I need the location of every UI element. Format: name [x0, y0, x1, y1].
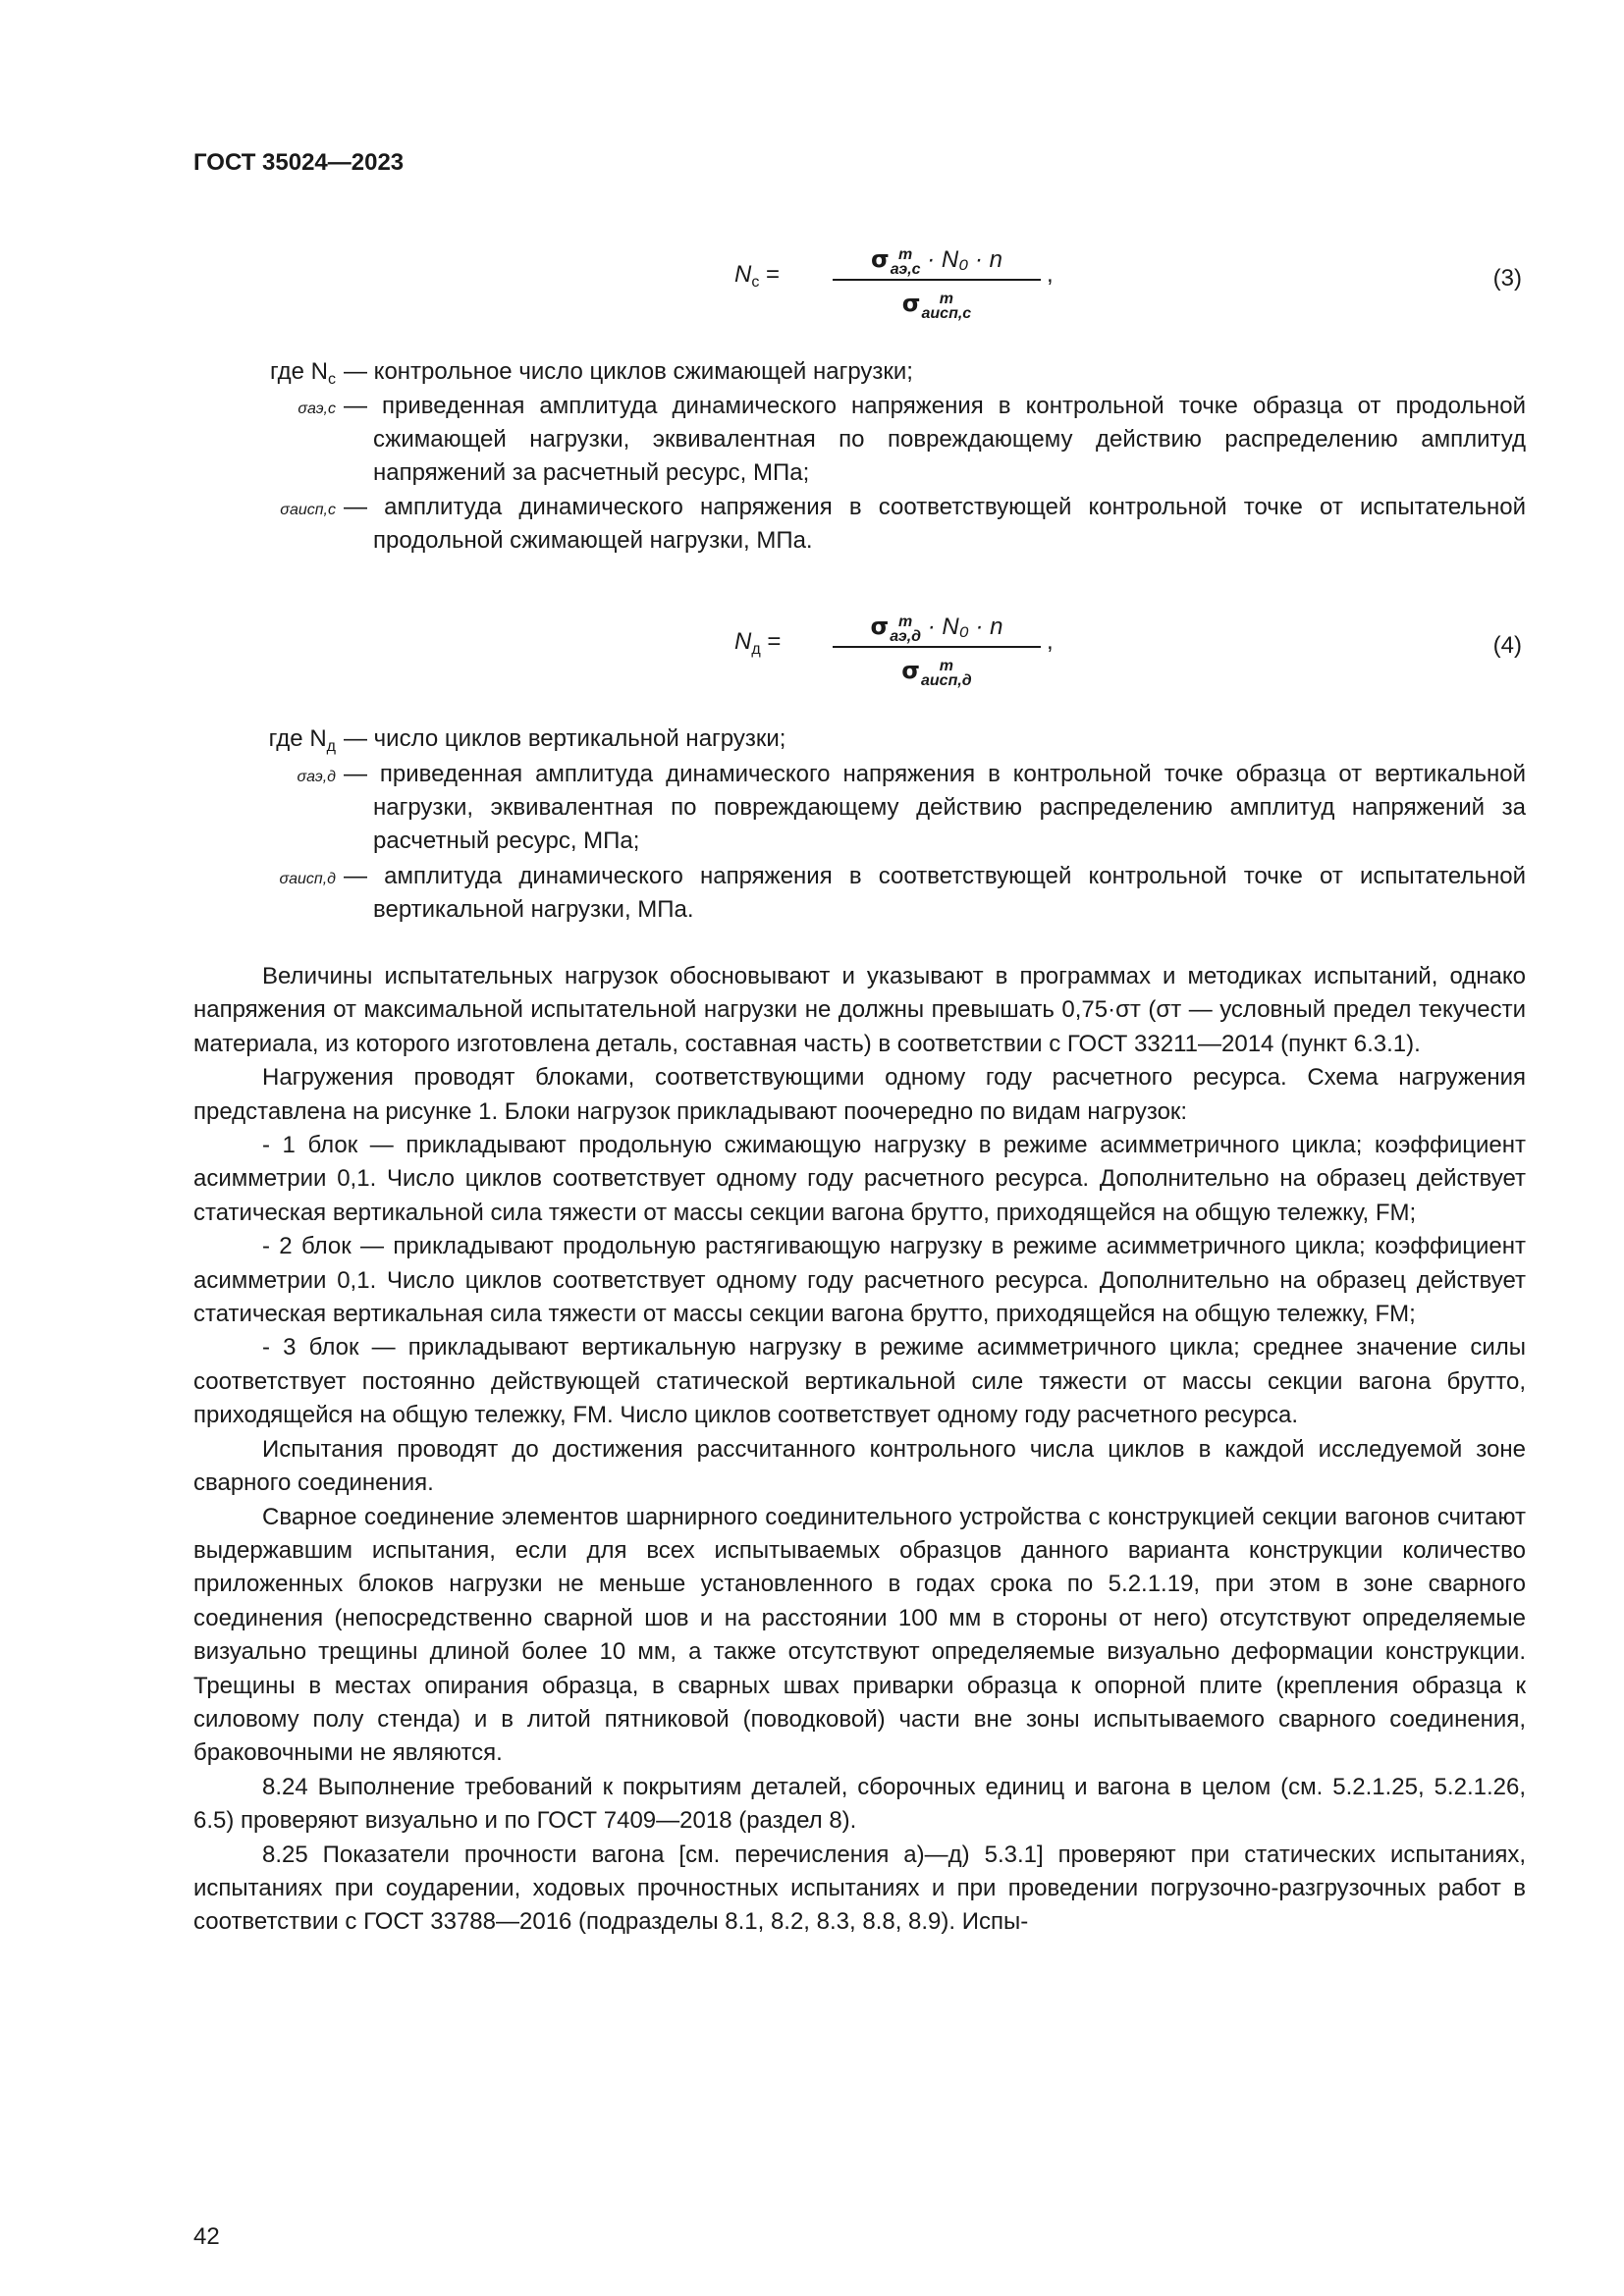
formula-4-lhs: $N_д$ = — [734, 628, 782, 658]
paragraph-tests: Испытания проводят до достижения рассчитанного контрольного числа циклов в каждой исследуемой зоне сварного соединения. — [193, 1435, 1526, 1497]
formula-3-lhs: $N_с$ = — [734, 261, 781, 291]
page-number: 42 — [193, 2223, 220, 2250]
paragraph-block-1: - 1 блок — прикладывают продольную сжимающую нагрузку в режиме асимметричного цикла; коэффициент асимметрии 0,1. Число циклов соответствует одному году расчетного ресурса. Дополнительно на образец действует статическая вертикальной сила тяжести от массы секции вагона брутто, приходящейся на общую тележку, FМ; — [193, 1132, 1526, 1226]
where-item-3-3: σаисп,с — амплитуда динамического напряжения в соответствующей контрольной точке от испытательной продольной сжимающей нагрузки, МПа. — [280, 494, 1526, 554]
formula-4-denominator: σ m аисп,д — [901, 657, 972, 689]
where-item-3-2: σаэ,с — приведенная амплитуда динамического напряжения в контрольной точке образца от продольной сжимающей нагрузки, эквивалентная по повреждающему действию распределению амплитуд напряжений за расчетный ресурс, МПа; — [298, 393, 1526, 486]
paragraph-blocks: Нагружения проводят блоками, соответствующими одному году расчетного ресурса. Схема нагружения представлена на рисунке 1. Блоки нагрузок прикладывают поочередно по видам нагрузок: — [193, 1064, 1526, 1125]
body-text — [193, 960, 1526, 1940]
paragraph-loads: Величины испытательных нагрузок обосновывают и указывают в программах и методиках испытаний, однако напряжения от максимальной испытательной нагрузки не должны превышать 0,75·σт (σт — условный предел текучести материала, из которого изготовлена деталь, составная часть) в соответствии с ГОСТ 33211—2014 (пункт 6.3.1). — [193, 963, 1526, 1057]
document-header: ГОСТ 35024—2023 — [193, 149, 405, 176]
formula-3-fraction — [833, 240, 1041, 326]
formula-4-fraction — [833, 607, 1041, 693]
formula-3-denominator: σ m аисп,с — [901, 290, 972, 322]
where-item-4-2: σаэ,д — приведенная амплитуда динамического напряжения в контрольной точке образца от вертикальной нагрузки, эквивалентная по повреждающему действию распределению амплитуд напряжений за расчетный ресурс, МПа; — [297, 761, 1526, 854]
formula-3: $N_с$ = σ m аэ,с · N₀ · n σ m аисп,с , (3) — [196, 240, 1522, 347]
where-item-4-3: σаисп,д — амплитуда динамического напряжения в соответствующей контрольной точке от испытательной вертикальной нагрузки, МПа. — [279, 863, 1526, 923]
where-item-3-1: где $N_с$ — контрольное число циклов сжимающей нагрузки; — [269, 358, 913, 388]
formula-4: $N_д$ = σ m аэ,д · N₀ · n σ m аисп,д , (4) — [196, 607, 1522, 715]
formula-4-number: (4) — [1492, 632, 1522, 659]
paragraph-block-2: - 2 блок — прикладывают продольную растягивающую нагрузку в режиме асимметричного цикла; коэффициент асимметрии 0,1. Число циклов соответствует одному году расчетного ресурса. Дополнительно на образец действует статическая вертикальная сила тяжести от массы секции вагона брутто, приходящейся на общую тележку, FМ; — [193, 1233, 1526, 1328]
paragraph-8-24: 8.24 Выполнение требований к покрытиям деталей, сборочных единиц и вагона в целом (см. 5.2.1.25, 5.2.1.26, 6.5) проверяют визуально и по ГОСТ 7409—2018 (раздел 8). — [193, 1773, 1526, 1835]
formula-3-number: (3) — [1492, 265, 1522, 292]
formula-3-numerator: σ m аэ,с · N₀ · n — [833, 240, 1041, 281]
paragraph-block-3: - 3 блок — прикладывают вертикальную нагрузку в режиме асимметричного цикла; среднее значение силы соответствует постоянно действующей статической вертикальной силе тяжести от массы секции вагона брутто, приходящейся на общую тележку, FМ. Число циклов соответствует одному году расчетного ресурса. — [193, 1334, 1526, 1429]
where-item-4-1: где $N_д$ — число циклов вертикальной нагрузки; — [268, 725, 786, 755]
formula-4-numerator: σ m аэ,д · N₀ · n — [833, 607, 1041, 648]
paragraph-weld: Сварное соединение элементов шарнирного соединительного устройства с конструкцией секции вагонов считают выдержавшим испытания, если для всех испытываемых образцов данного варианта конструкции количество приложенных блоков нагрузки не меньше установленного в годах срока по 5.2.1.19, при этом в зоне сварного соединения (непосредственно сварной шов и на расстоянии 100 мм в стороны от него) отсутствуют определяемые визуально трещины длиной более 10 мм, а также отсутствуют определяемые визуально деформации конструкции. Трещины в местах опирания образца, в сварных швах приварки образца к опорной плите (крепления образца к силовому полу стенда) и в литой пятниковой (поводковой) части вне зоны испытываемого сварного соединения, браковочными не являются. — [193, 1503, 1526, 1767]
paragraph-8-25: 8.25 Показатели прочности вагона [см. перечисления а)—д) 5.3.1] проверяют при статических испытаниях, испытаниях при соударении, ходовых прочностных испытаниях и при проведении погрузочно-разгрузочных работ в соответствии с ГОСТ 33788—2016 (подразделы 8.1, 8.2, 8.3, 8.8, 8.9). Испы- — [193, 1841, 1526, 1936]
